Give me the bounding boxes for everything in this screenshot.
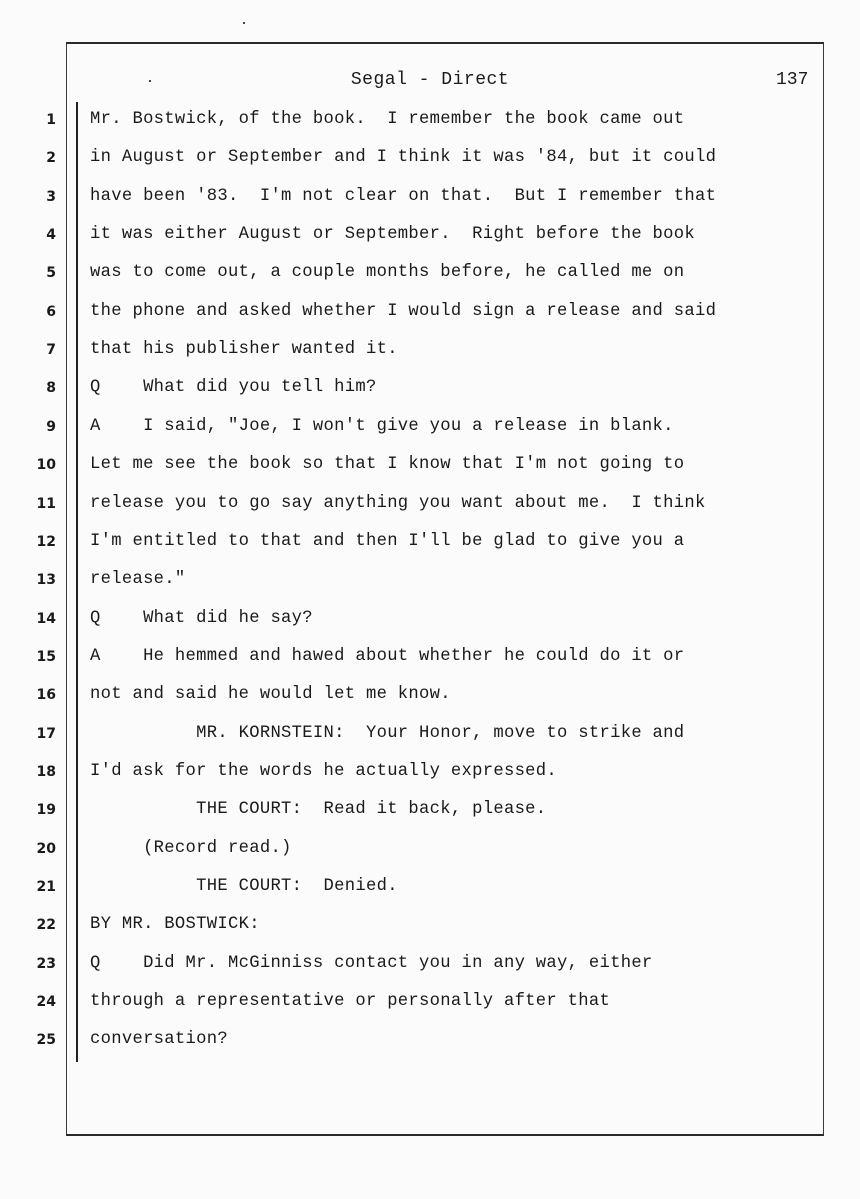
line-number: 23 xyxy=(36,955,56,972)
transcript-line: release you to go say anything you want about me. I think xyxy=(90,493,706,513)
line-number: 19 xyxy=(36,802,56,819)
transcript-line: it was either August or September. Right before the book xyxy=(90,225,696,245)
transcript-line: release." xyxy=(90,570,186,590)
line-number: 7 xyxy=(46,342,56,359)
line-number: 15 xyxy=(36,648,56,665)
transcript-line: conversation? xyxy=(90,1030,228,1050)
line-number: 13 xyxy=(36,572,56,589)
page-header-title: Segal - Direct xyxy=(350,70,510,90)
line-number: 12 xyxy=(36,533,56,550)
transcript-line: (Record read.) xyxy=(90,838,292,858)
line-number: 18 xyxy=(36,763,56,780)
transcript-line: the phone and asked whether I would sign a release and said xyxy=(90,301,717,321)
line-number: 14 xyxy=(36,610,56,627)
line-number: 8 xyxy=(46,380,56,397)
line-number: 22 xyxy=(36,917,56,934)
line-number: 20 xyxy=(36,840,56,857)
page-number: 137 xyxy=(776,70,809,90)
transcript-line: I'm entitled to that and then I'll be glad to give you a xyxy=(90,531,685,551)
line-number: 10 xyxy=(36,457,56,474)
transcript-line: Q What did you tell him? xyxy=(90,378,377,398)
transcript-line: have been '83. I'm not clear on that. But I remember that xyxy=(90,186,717,206)
transcript-line: Q Did Mr. McGinniss contact you in any way, either xyxy=(90,953,653,973)
transcript-line: I'd ask for the words he actually expressed. xyxy=(90,761,558,781)
transcript-line: through a representative or personally after that xyxy=(90,992,611,1012)
transcript-line: not and said he would let me know. xyxy=(90,685,451,705)
transcript-line: MR. KORNSTEIN: Your Honor, move to strike and xyxy=(90,723,685,743)
line-number: 11 xyxy=(36,495,56,512)
transcript-line: that his publisher wanted it. xyxy=(90,340,398,360)
transcript-line: was to come out, a couple months before, he called me on xyxy=(90,263,685,283)
line-number: 9 xyxy=(46,418,56,435)
transcript-line: A I said, "Joe, I won't give you a release in blank. xyxy=(90,416,674,436)
line-number: 3 xyxy=(46,188,56,205)
transcript-line: Let me see the book so that I know that I'm not going to xyxy=(90,455,685,475)
transcript-line: Q What did he say? xyxy=(90,608,313,628)
transcript-line: Mr. Bostwick, of the book. I remember the book came out xyxy=(90,110,685,129)
transcript-line: THE COURT: Read it back, please. xyxy=(90,800,547,820)
line-number: 1 xyxy=(46,112,56,128)
line-number: 21 xyxy=(36,879,56,895)
line-number: 6 xyxy=(46,303,56,320)
line-number: 25 xyxy=(36,1032,56,1049)
line-number: 16 xyxy=(36,687,56,704)
line-number: 5 xyxy=(46,265,56,282)
line-number-margin-rule xyxy=(76,102,78,1062)
transcript-line: A He hemmed and hawed about whether he could do it or xyxy=(90,646,685,666)
line-number: 4 xyxy=(46,227,56,244)
transcript-line: in August or September and I think it was '84, but it could xyxy=(90,148,717,168)
transcript-line: THE COURT: Denied. xyxy=(90,877,398,896)
scan-speck xyxy=(243,22,245,24)
line-number: 2 xyxy=(46,150,56,167)
line-number: 24 xyxy=(36,994,56,1011)
transcript-line: BY MR. BOSTWICK: xyxy=(90,915,260,935)
line-number: 17 xyxy=(36,725,56,742)
